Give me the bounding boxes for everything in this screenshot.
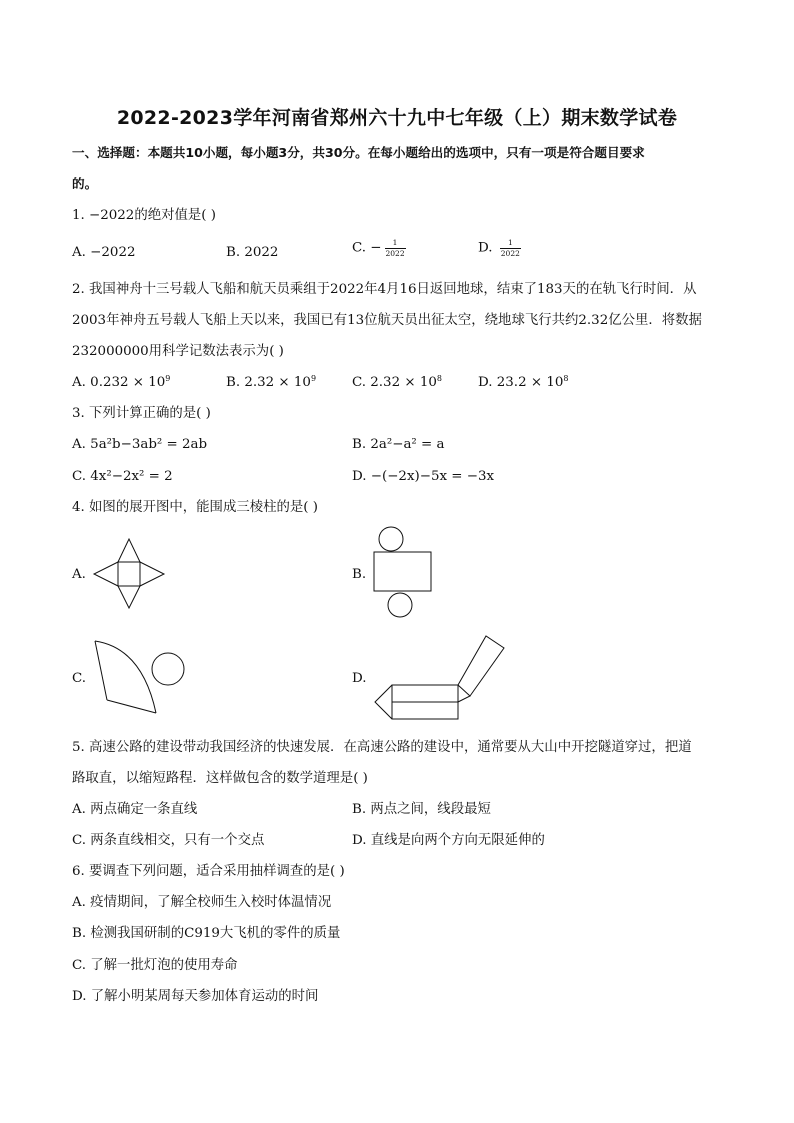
fraction-denominator: 2022 [500, 248, 520, 258]
question-6-option-d: D. 了解小明某周每天参加体育运动的时间 [72, 989, 319, 1004]
question-6-stem: 6. 要调查下列问题，适合采用抽样调查的是( ) [72, 864, 345, 879]
question-1-option-a: A. −2022 [72, 245, 136, 260]
page-title: 2022-2023学年河南省郑州六十九中七年级（上）期末数学试卷 [116, 107, 678, 129]
question-5-line1: 5. 高速公路的建设带动我国经济的快速发展．在高速公路的建设中，通常要从大山中开挖隧道穿过，把道 [72, 740, 692, 755]
question-2-line2: 2003年神舟五号载人飞船上天以来，我国已有13位航天员出征太空，绕地球飞行共约2.32亿公里．将数据 [72, 313, 702, 328]
exponent: 9 [310, 374, 317, 383]
section-instructions-line1: 一、选择题：本题共10小题，每小题3分，共30分。在每小题给出的选项中，只有一项是符合题目要求 [72, 145, 645, 160]
question-2-option-a [72, 376, 170, 389]
net-c-cone [90, 636, 190, 718]
question-3-stem: 3. 下列计算正确的是( ) [72, 406, 211, 421]
question-1-option-c [352, 239, 406, 257]
question-2-option-d [478, 376, 568, 389]
question-4-option-a-label: A. [72, 567, 86, 582]
question-1-stem: 1. −2022的绝对值是( ) [72, 208, 216, 223]
fraction-denominator: 2022 [385, 248, 405, 258]
exponent: 8 [436, 374, 442, 383]
question-6-option-a: A. 疫情期间，了解全校师生入校时体温情况 [72, 895, 332, 910]
question-4-stem: 4. 如图的展开图中，能围成三棱柱的是( ) [72, 500, 318, 515]
question-3-option-b: B. 2a²−a² = a [352, 437, 445, 452]
question-4-option-c-label: C. [72, 671, 87, 686]
fraction [500, 239, 521, 257]
question-5-option-d: D. 直线是向两个方向无限延伸的 [352, 833, 545, 848]
option-text: B. 2.32 × 10 [226, 375, 311, 390]
option-d-prefix: D. [478, 240, 497, 256]
fraction-numerator: 1 [507, 238, 513, 247]
question-1-option-b: B. 2022 [226, 245, 279, 260]
question-3-option-c: C. 4x²−2x² = 2 [72, 469, 173, 484]
question-5-line2: 路取直，以缩短路程．这样做包含的数学道理是( ) [72, 771, 368, 786]
question-1-option-d [478, 239, 521, 257]
question-5-option-c: C. 两条直线相交，只有一个交点 [72, 833, 265, 848]
option-text: C. 2.32 × 10 [352, 375, 437, 390]
option-text: D. 23.2 × 10 [478, 375, 564, 390]
question-4-option-d-label: D. [352, 671, 367, 686]
question-3-option-d: D. −(−2x)−5x = −3x [352, 469, 495, 484]
fraction [385, 239, 406, 257]
option-c-prefix: C. − [352, 240, 382, 256]
question-2-option-c [352, 376, 442, 389]
net-b-cylinder [370, 524, 436, 622]
question-3-option-a: A. 5a²b−3ab² = 2ab [72, 437, 208, 452]
option-text: A. 0.232 × 10 [72, 375, 166, 390]
question-2-option-b [226, 376, 316, 389]
exponent: 9 [165, 374, 171, 383]
question-2-line1: 2. 我国神舟十三号载人飞船和航天员乘组于2022年4月16日返回地球，结束了183天的在轨飞行时间．从 [72, 282, 697, 297]
question-6-option-c: C. 了解一批灯泡的使用寿命 [72, 958, 238, 973]
net-a-square-with-four-triangles [90, 536, 170, 612]
question-5-option-a: A. 两点确定一条直线 [72, 802, 198, 817]
question-6-option-b: B. 检测我国研制的C919大飞机的零件的质量 [72, 926, 341, 941]
section-instructions-line2: 的。 [72, 176, 98, 191]
question-5-option-b: B. 两点之间，线段最短 [352, 802, 491, 817]
question-2-line3: 232000000用科学记数法表示为( ) [72, 344, 284, 359]
net-d-triangular-prism [370, 634, 510, 720]
question-4-option-b-label: B. [352, 567, 367, 582]
fraction-numerator: 1 [392, 238, 398, 247]
exponent: 8 [563, 374, 569, 383]
